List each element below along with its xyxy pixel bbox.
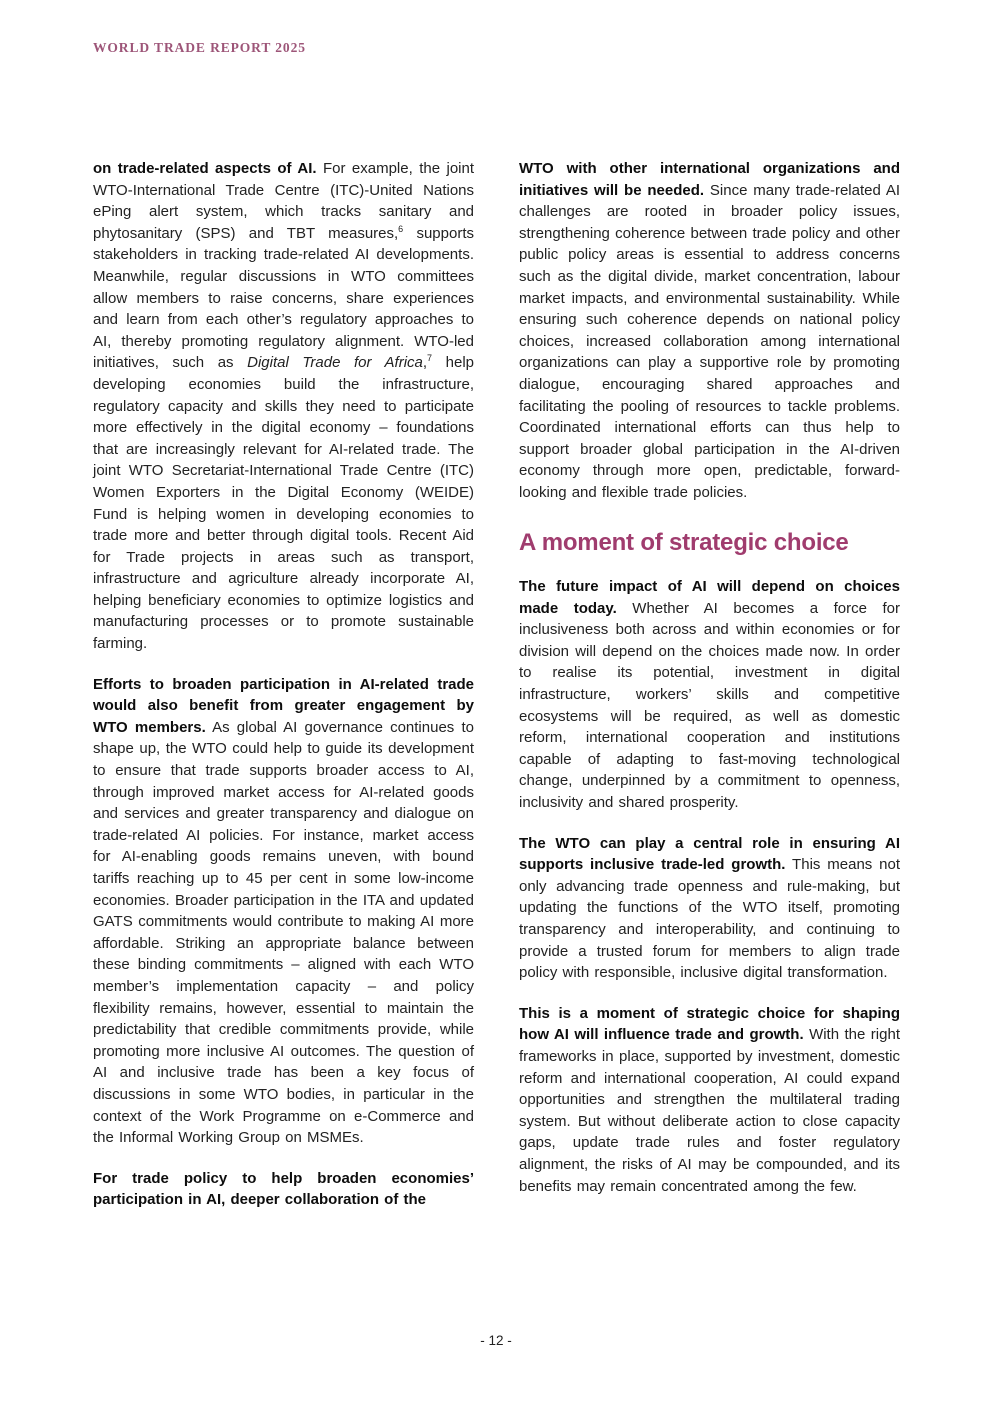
page-footer bbox=[0, 1333, 992, 1348]
left-column bbox=[93, 158, 474, 1230]
page-number: - 12 - bbox=[480, 1333, 512, 1348]
paragraph: This is a moment of strategic choice for shaping how AI will influence trade and growth. With the right frameworks in place, supported by investment, domestic reform and international cooperation, AI could expand opportunities and strengthen the multilateral trading system. But without deliberate action to close capacity gaps, update trade rules and foster regulatory alignment, the risks of AI may be compounded, and its benefits may remain concentrated among the few. bbox=[519, 1004, 900, 1195]
section-heading: A moment of strategic choice bbox=[519, 528, 849, 556]
report-title: WORLD TRADE REPORT 2025 bbox=[93, 40, 306, 55]
paragraph: WTO with other international organizations and initiatives will be needed. Since many trade-related AI challenges are rooted in broader policy issues, strengthening coherence between trade policy and other public policy areas is essential to address concerns such as the digital divide, market concentration, labour market impacts, and environmental sustainability. While ensuring such coherence depends on national policy choices, increased collaboration among international organizations can play a supportive role by promoting dialogue, encouraging shared approaches and facilitating the pooling of resources to tackle problems. Coordinated international efforts can thus help to support broader global participation in the AI-driven economy through more open, predictable, forward-looking and flexible trade policies. bbox=[519, 160, 900, 501]
paragraph: For trade policy to help broaden economies’ participation in AI, deeper collaboration of the bbox=[93, 1169, 474, 1209]
paragraph: The future impact of AI will depend on choices made today. Whether AI becomes a force for inclusiveness both across and within economies or for division will depend on the choices made now. In order to realise its potential, investment in digital infrastructure, workers’ skills and competitive ecosystems will be required, as well as domestic reform, international cooperation and institutions capable of adapting to fast-moving technological change, underpinned by a commitment to openness, inclusivity and shared prosperity. bbox=[519, 578, 900, 812]
content bbox=[93, 158, 900, 1230]
header bbox=[93, 39, 306, 57]
right-column bbox=[519, 158, 900, 1230]
paragraph: Efforts to broaden participation in AI-related trade would also benefit from greater engagement by WTO members. As global AI governance continues to shape up, the WTO could help to guide its development to ensure that trade supports broader access to AI, through improved market access for AI-related goods and services and greater transparency and dialogue on trade-related AI policies. For instance, market access for AI-enabling goods remains uneven, with bound tariffs reaching up to 45 per cent in some low-income economies. Broader participation in the ITA and updated GATS commitments would contribute to making AI more affordable. Striking an appropriate balance between these binding commitments – aligned with each WTO member’s implementation capacity – and policy flexibility remains, however, essential to maintain the predictability that credible commitments provide, while promoting more inclusive AI outcomes. The question of AI and inclusive trade has been a key focus of discussions in some WTO bodies, in particular in the context of the Work Programme on e-Commerce and the Informal Working Group on MSMEs. bbox=[93, 675, 474, 1147]
paragraph: on trade-related aspects of AI. For example, the joint WTO-International Trade Centre (ITC)-United Nations ePing alert system, which tracks sanitary and phytosanitary (SPS) and TBT measures,$^6$ supports stakeholders in tracking trade-related AI developments. Meanwhile, regular discussions in WTO committees allow members to raise concerns, share experiences and learn from each other’s regulatory approaches to AI, thereby promoting regulatory alignment. WTO-led initiatives, such as Digital Trade for Africa,$^7$ help developing economies build the infrastructure, regulatory capacity and skills they need to participate more effectively in the digital economy – foundations that are increasingly relevant for AI-related trade. The joint WTO Secretariat-International Trade Centre (ITC) Women Exporters in the Digital Economy (WEIDE) Fund is helping women in developing economies to trade more and better through digital tools. Recent Aid for Trade projects in areas such as transport, infrastructure and agriculture already incorporate AI, helping beneficiary economies to optimize logistics and manufacturing processes or to promote sustainable farming. bbox=[93, 160, 474, 653]
paragraph: The WTO can play a central role in ensuring AI supports inclusive trade-led growth. This means not only advancing trade openness and rule-making, but updating the functions of the WTO itself, promoting transparency and interoperability, and continuing to provide a trusted forum for members to align trade policy with responsible, inclusive digital transformation. bbox=[519, 834, 900, 982]
